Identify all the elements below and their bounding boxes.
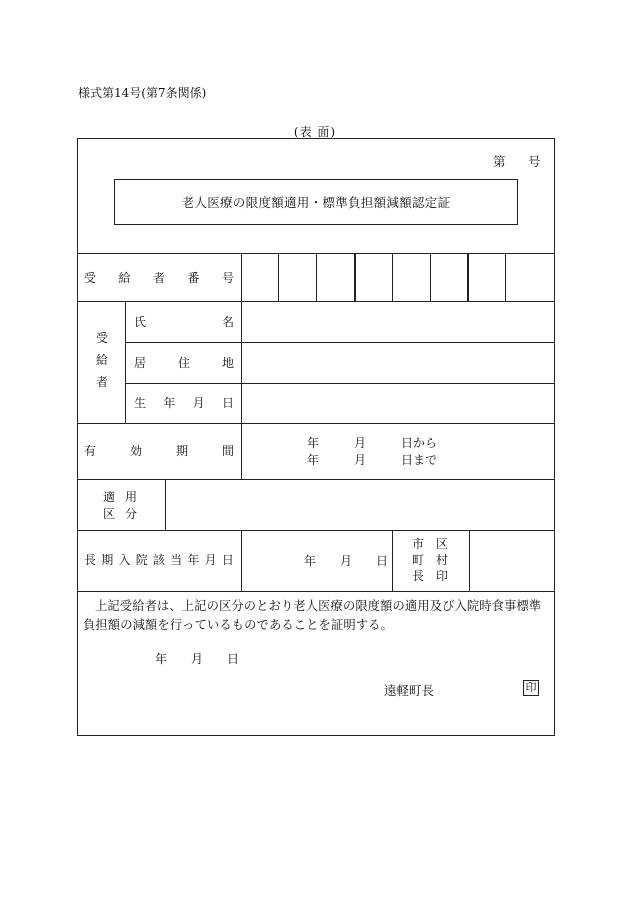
- label-char: 受: [95, 331, 108, 345]
- label-char: 給: [118, 270, 131, 285]
- mayor-line-2: [412, 552, 448, 567]
- name-label: [134, 301, 234, 342]
- rule-longterm-date-divider: [392, 530, 393, 591]
- label-char: 期: [101, 553, 114, 567]
- rule-longterm-mayor-divider: [469, 530, 470, 591]
- seal-mark: 印: [523, 680, 539, 696]
- digit-box-divider: [354, 253, 356, 301]
- validity-from-month: 月: [354, 436, 367, 450]
- label-char: 長: [412, 569, 425, 583]
- mayor-line-1: [412, 536, 448, 551]
- label-char: 院: [135, 553, 148, 567]
- label-char: 年: [187, 553, 200, 567]
- label-char: 日: [221, 553, 234, 567]
- digit-box-divider: [505, 253, 506, 301]
- label-char: 番: [187, 270, 200, 285]
- label-char: 分: [124, 506, 137, 521]
- label-char: 給: [95, 353, 108, 367]
- long-term-month: 月: [340, 554, 353, 568]
- label-char: 日: [221, 396, 234, 410]
- digit-box-divider: [430, 253, 431, 301]
- category-label-line2: [103, 505, 137, 521]
- label-char: 氏: [134, 315, 147, 329]
- label-char: 生: [134, 396, 147, 410]
- certification-day: 日: [227, 652, 240, 666]
- label-char: 年: [163, 396, 176, 410]
- label-char: 効: [129, 443, 142, 458]
- rule-number-divider: [241, 253, 242, 301]
- rule-longterm-bottom: [78, 591, 554, 592]
- birthdate-label: [134, 382, 234, 423]
- label-char: 住: [177, 356, 190, 370]
- label-char: 期: [175, 443, 188, 458]
- label-char: 号: [221, 270, 234, 285]
- rule-validity-divider: [241, 423, 242, 479]
- label-char: 用: [124, 489, 137, 504]
- label-char: 者: [152, 270, 165, 285]
- certification-month: 月: [191, 652, 204, 666]
- label-char: 間: [221, 443, 234, 458]
- digit-box-divider: [316, 253, 317, 301]
- validity-to-day: 日まで: [401, 453, 438, 467]
- issuer-name: 遠軽町長: [384, 683, 435, 698]
- long-term-label: [84, 529, 234, 590]
- category-label-line1: [103, 488, 137, 504]
- label-char: 印: [435, 569, 448, 583]
- address-label: [134, 342, 234, 383]
- label-char: 当: [170, 553, 183, 567]
- mayor-line-3: [412, 568, 448, 583]
- number-go: 号: [528, 154, 541, 169]
- number-dai: 第: [493, 154, 506, 169]
- label-char: 名: [221, 315, 234, 329]
- digit-box-divider: [392, 253, 393, 301]
- label-char: 居: [134, 356, 147, 370]
- label-char: 村: [435, 553, 448, 567]
- certification-year: 年: [155, 652, 168, 666]
- validity-from-year: 年: [307, 436, 320, 450]
- label-char: 長: [84, 553, 97, 567]
- long-term-day: 日: [376, 554, 389, 568]
- certificate-title-text: 老人医療の限度額適用・標準負担額減額認定証: [181, 195, 451, 210]
- label-char: 町: [412, 553, 425, 567]
- label-char: 適: [103, 489, 116, 504]
- label-char: 有: [84, 443, 97, 458]
- certificate-title: [114, 179, 518, 225]
- rule-recipient-value-divider: [241, 301, 242, 423]
- rule-recipient-group-divider: [125, 301, 126, 423]
- long-term-year: 年: [304, 554, 317, 568]
- label-char: 区: [103, 506, 116, 521]
- label-char: 月: [192, 396, 205, 410]
- validity-label: [84, 422, 234, 478]
- validity-to-year: 年: [307, 453, 320, 467]
- rule-validity-bottom: [78, 479, 554, 480]
- side-label: (表 面): [293, 125, 337, 139]
- rule-category-divider: [165, 479, 166, 530]
- label-char: 市: [412, 537, 425, 551]
- validity-to-month: 月: [354, 453, 367, 467]
- label-char: 者: [95, 375, 108, 389]
- label-char: 月: [204, 553, 217, 567]
- certification-text: 上記受給者は、上記の区分のとおり老人医療の限度額の適用及び入院時食事標準負担額の減額を行っているものであることを証明する。: [83, 599, 542, 632]
- label-char: 該: [152, 553, 165, 567]
- rule-longterm-divider: [241, 530, 242, 591]
- digit-box-divider: [467, 253, 469, 301]
- label-char: 地: [221, 356, 234, 370]
- form-number: 様式第14号(第7条関係): [78, 86, 207, 100]
- label-char: 受: [84, 270, 97, 285]
- recipient-number-label: [84, 253, 234, 301]
- label-char: 区: [435, 537, 448, 551]
- label-char: 入: [118, 553, 131, 567]
- digit-box-divider: [278, 253, 279, 301]
- recipient-group-label: [92, 327, 112, 393]
- validity-from-day: 日から: [401, 436, 438, 450]
